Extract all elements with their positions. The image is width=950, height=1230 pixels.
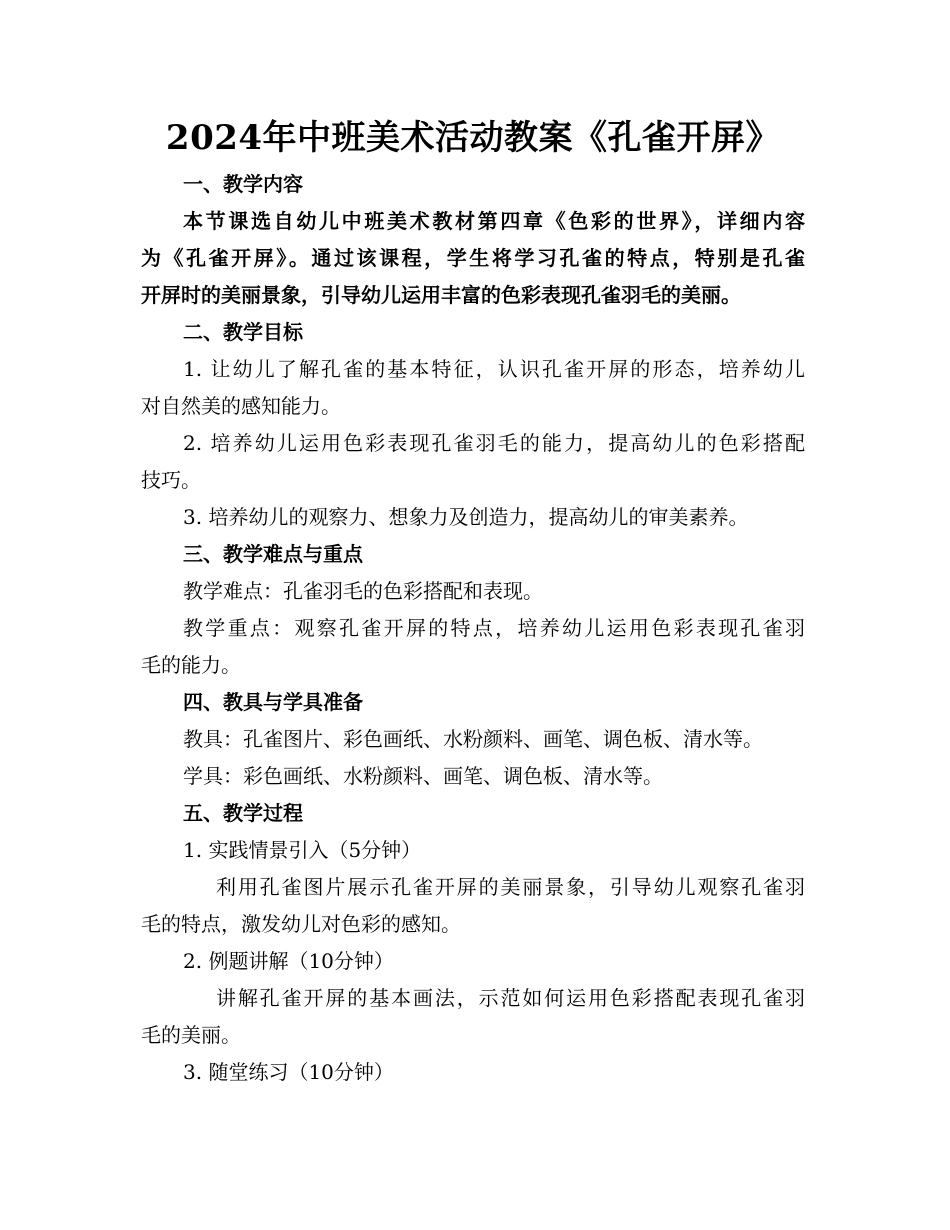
process-step-label: 2. 例题讲解（10分钟） (183, 949, 394, 973)
section-heading-goals: 二、教学目标 (183, 320, 303, 344)
document-title: 2024年中班美术活动教案《孔雀开屏》 (165, 118, 781, 158)
focus-text-line: 教学重点：观察孔雀开屏的特点，培养幼儿运用色彩表现孔雀羽 (183, 616, 805, 640)
learning-aids-text: 学具：彩色画纸、水粉颜料、画笔、调色板、清水等。 (183, 764, 663, 788)
section-heading-content: 一、教学内容 (183, 172, 303, 196)
paragraph-line: 开屏时的美丽景象，引导幼儿运用丰富的色彩表现孔雀羽毛的美丽。 (141, 283, 741, 307)
section-heading-materials: 四、教具与学具准备 (183, 690, 363, 714)
focus-text-line: 毛的能力。 (141, 653, 241, 677)
process-step-desc-line: 利用孔雀图片展示孔雀开屏的美丽景象，引导幼儿观察孔雀羽 (216, 875, 805, 899)
document-page (141, 110, 805, 1091)
process-step-desc-line: 讲解孔雀开屏的基本画法，示范如何运用色彩搭配表现孔雀羽 (216, 986, 805, 1010)
teaching-aids-text: 教具：孔雀图片、彩色画纸、水粉颜料、画笔、调色板、清水等。 (183, 727, 763, 751)
paragraph-line: 为《孔雀开屏》。通过该课程，学生将学习孔雀的特点，特别是孔雀 (141, 246, 805, 270)
goal-item-line: 3. 培养幼儿的观察力、想象力及创造力，提高幼儿的审美素养。 (183, 505, 749, 529)
difficulty-text: 教学难点：孔雀羽毛的色彩搭配和表现。 (183, 579, 543, 603)
process-step-desc-line: 毛的特点，激发幼儿对色彩的感知。 (141, 912, 461, 936)
goal-item-line: 技巧。 (141, 468, 201, 492)
process-step-label: 1. 实践情景引入（5分钟） (183, 838, 422, 862)
section-heading-process: 五、教学过程 (183, 801, 303, 825)
goal-item-line: 对自然美的感知能力。 (141, 394, 341, 418)
process-step-label: 3. 随堂练习（10分钟） (183, 1060, 394, 1084)
paragraph-line: 本节课选自幼儿中班美术教材第四章《色彩的世界》，详细内容 (183, 209, 805, 233)
section-heading-difficulty-focus: 三、教学难点与重点 (183, 542, 363, 566)
process-step-desc-line: 毛的美丽。 (141, 1023, 241, 1047)
goal-item-line: 2. 培养幼儿运用色彩表现孔雀羽毛的能力，提高幼儿的色彩搭配 (183, 431, 805, 455)
goal-item-line: 1. 让幼儿了解孔雀的基本特征，认识孔雀开屏的形态，培养幼儿 (183, 357, 805, 381)
